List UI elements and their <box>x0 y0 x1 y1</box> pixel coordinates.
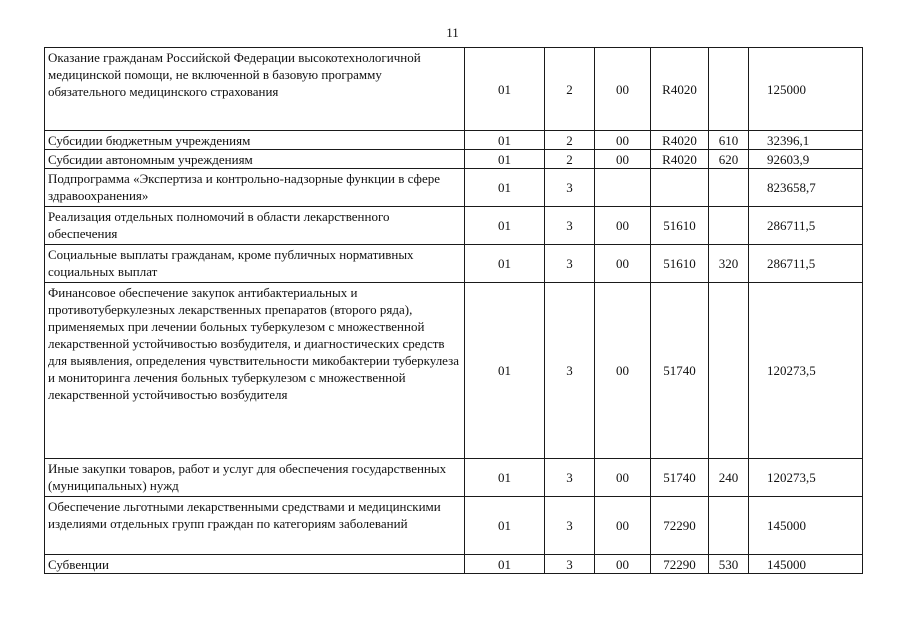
cell-code-4: 51740 <box>651 459 709 497</box>
cell-code-3: 00 <box>595 48 651 131</box>
cell-code-1: 01 <box>465 497 545 555</box>
cell-code-4: 72290 <box>651 497 709 555</box>
cell-code-2: 3 <box>545 207 595 245</box>
cell-amount: 286711,5 <box>749 207 863 245</box>
row-name: Социальные выплаты гражданам, кроме публичных нормативных социальных выплат <box>45 245 465 283</box>
cell-code-1: 01 <box>465 131 545 150</box>
cell-code-5 <box>709 497 749 555</box>
cell-code-4 <box>651 169 709 207</box>
cell-code-4: 51610 <box>651 207 709 245</box>
cell-code-3: 00 <box>595 497 651 555</box>
table-row <box>45 245 863 283</box>
cell-code-2: 3 <box>545 245 595 283</box>
cell-code-4: R4020 <box>651 48 709 131</box>
row-name: Реализация отдельных полномочий в области лекарственного обеспечения <box>45 207 465 245</box>
cell-code-3: 00 <box>595 245 651 283</box>
row-name: Подпрограмма «Экспертиза и контрольно-надзорные функции в сфере здравоохранения» <box>45 169 465 207</box>
table-row <box>45 48 863 131</box>
row-name: Субсидии бюджетным учреждениям <box>45 131 465 150</box>
cell-code-1: 01 <box>465 283 545 459</box>
cell-code-1: 01 <box>465 459 545 497</box>
cell-amount: 120273,5 <box>749 283 863 459</box>
cell-code-5 <box>709 48 749 131</box>
table-row <box>45 207 863 245</box>
cell-code-4: 72290 <box>651 555 709 574</box>
cell-code-4: 51740 <box>651 283 709 459</box>
cell-code-3: 00 <box>595 131 651 150</box>
row-name: Субсидии автономным учреждениям <box>45 150 465 169</box>
row-name: Иные закупки товаров, работ и услуг для обеспечения государственных (муниципальных) нужд <box>45 459 465 497</box>
budget-table <box>44 47 863 574</box>
cell-code-5: 610 <box>709 131 749 150</box>
cell-amount: 145000 <box>749 497 863 555</box>
table-row <box>45 150 863 169</box>
cell-code-5: 530 <box>709 555 749 574</box>
cell-code-2: 3 <box>545 555 595 574</box>
cell-code-5 <box>709 283 749 459</box>
cell-amount: 120273,5 <box>749 459 863 497</box>
cell-code-4: 51610 <box>651 245 709 283</box>
cell-code-1: 01 <box>465 245 545 283</box>
cell-code-3: 00 <box>595 283 651 459</box>
cell-code-1: 01 <box>465 207 545 245</box>
row-name: Обеспечение льготными лекарственными средствами и медицинскими изделиями отдельных групп граждан по категориям заболеваний <box>45 497 465 555</box>
row-name: Финансовое обеспечение закупок антибактериальных и противотуберкулезных лекарственных препаратов (второго ряда), применяемых при лечении больных туберкулезом с множественной лекарственной устойчивостью возбудителя, и диагностических средств для выявления, определения чувствительности микобактерии туберкулеза и мониторинга лечения больных туберкулезом с множественной лекарственной устойчивостью возбудителя <box>45 283 465 459</box>
cell-amount: 286711,5 <box>749 245 863 283</box>
cell-code-2: 2 <box>545 131 595 150</box>
cell-amount: 823658,7 <box>749 169 863 207</box>
cell-code-1: 01 <box>465 169 545 207</box>
cell-code-1: 01 <box>465 48 545 131</box>
cell-code-5 <box>709 169 749 207</box>
cell-code-3: 00 <box>595 207 651 245</box>
row-name: Оказание гражданам Российской Федерации высокотехнологичной медицинской помощи, не включенной в базовую программу обязательного медицинского страхования <box>45 48 465 131</box>
table-row <box>45 169 863 207</box>
cell-code-4: R4020 <box>651 131 709 150</box>
table-row <box>45 555 863 574</box>
cell-code-2: 3 <box>545 169 595 207</box>
row-name: Субвенции <box>45 555 465 574</box>
cell-amount: 32396,1 <box>749 131 863 150</box>
cell-code-3: 00 <box>595 150 651 169</box>
cell-code-1: 01 <box>465 555 545 574</box>
cell-amount: 125000 <box>749 48 863 131</box>
table-row <box>45 497 863 555</box>
table-row <box>45 283 863 459</box>
cell-code-5: 620 <box>709 150 749 169</box>
cell-code-4: R4020 <box>651 150 709 169</box>
cell-code-2: 3 <box>545 283 595 459</box>
cell-amount: 92603,9 <box>749 150 863 169</box>
page-number: 11 <box>446 25 459 40</box>
cell-code-3: 00 <box>595 555 651 574</box>
cell-code-2: 2 <box>545 48 595 131</box>
cell-code-2: 3 <box>545 459 595 497</box>
table-row <box>45 459 863 497</box>
cell-code-2: 2 <box>545 150 595 169</box>
cell-code-5 <box>709 207 749 245</box>
cell-code-5: 320 <box>709 245 749 283</box>
cell-code-3 <box>595 169 651 207</box>
cell-code-1: 01 <box>465 150 545 169</box>
cell-code-3: 00 <box>595 459 651 497</box>
cell-amount: 145000 <box>749 555 863 574</box>
table-row <box>45 131 863 150</box>
cell-code-2: 3 <box>545 497 595 555</box>
cell-code-5: 240 <box>709 459 749 497</box>
